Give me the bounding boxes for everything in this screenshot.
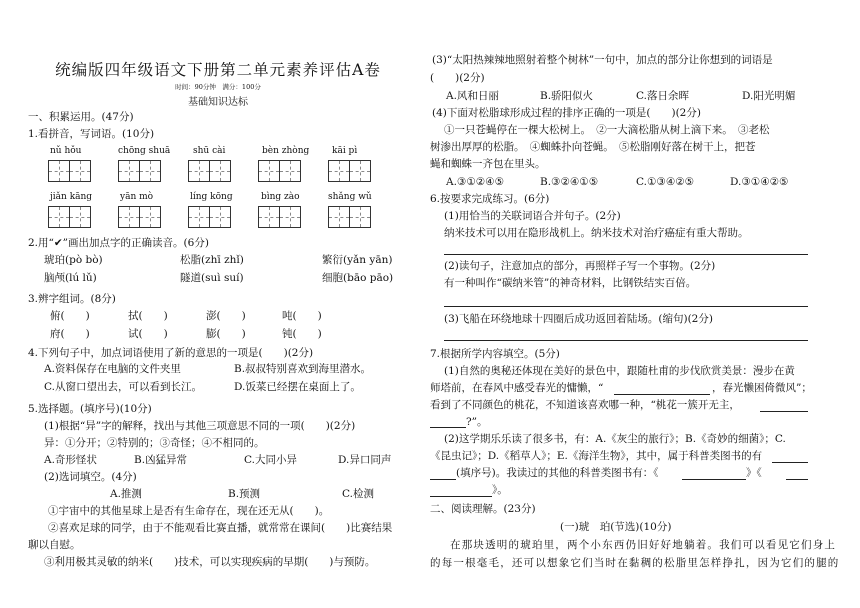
writing-grid[interactable] bbox=[118, 206, 160, 228]
question-5-1: (1)根据“异”字的解释，找出与其他三项意思不同的一项( )(2分) bbox=[44, 420, 356, 432]
question-1: 1.看拼音，写词语。(10分) bbox=[28, 128, 155, 140]
question-7-1-line: ，春光懒困倚微风”； bbox=[712, 382, 812, 394]
word-blank[interactable]: 澎( ) bbox=[206, 310, 246, 322]
question-7-2-line: 》。 bbox=[492, 484, 508, 496]
writing-grid[interactable] bbox=[328, 206, 370, 228]
choice-option[interactable]: A.奇形怪状 bbox=[44, 454, 97, 466]
question-6-3: (3)飞船在环绕地球十四圈后成功返回着陆场。(缩句)(2分) bbox=[444, 313, 713, 325]
answer-line[interactable] bbox=[444, 340, 808, 341]
question-6-2: (2)读句子，注意加点的部分，再照样子写一个事物。(2分) bbox=[444, 260, 716, 272]
question-7-2-line: 》《 bbox=[746, 467, 762, 479]
question-6-2-text: 有一种叫作“碳纳米管”的神奇材料，比钢铁结实百倍。 bbox=[444, 277, 697, 289]
fill-blank[interactable] bbox=[772, 462, 808, 463]
choice-option[interactable]: A.推测 bbox=[110, 488, 142, 500]
question-7-1-line: 师塔前，在春风中感受春光的慵懒，“ bbox=[430, 382, 604, 394]
fill-blank[interactable] bbox=[760, 411, 808, 412]
writing-grid[interactable] bbox=[188, 206, 230, 228]
writing-grid[interactable] bbox=[328, 160, 370, 182]
pinyin: kāi pì bbox=[332, 146, 358, 156]
reading-option[interactable]: 繁衍(yǎn yān) bbox=[322, 254, 393, 266]
choice-option[interactable]: A.风和日丽 bbox=[446, 90, 499, 102]
question-5-2: (2)选词填空。(4分) bbox=[44, 471, 137, 483]
exam-meta: 时间：90分钟 满分：100分 bbox=[175, 83, 261, 91]
pinyin: jiǎn kāng bbox=[50, 192, 93, 202]
answer-line[interactable] bbox=[444, 306, 808, 307]
writing-grid[interactable] bbox=[258, 206, 300, 228]
pinyin: shǎng wǔ bbox=[328, 192, 372, 202]
choice-option[interactable]: B.叔叔特别喜欢到海里潜水。 bbox=[234, 363, 372, 375]
pinyin: chōng shuā bbox=[118, 146, 171, 156]
writing-grid[interactable] bbox=[258, 160, 300, 182]
question-2: 2.用“✔”画出加点字的正确读音。(6分) bbox=[28, 237, 209, 249]
passage-title: (一)琥 珀(节选)(10分) bbox=[560, 521, 672, 533]
word-blank[interactable]: 试( ) bbox=[128, 328, 168, 340]
word-blank[interactable]: 府( ) bbox=[50, 328, 90, 340]
pinyin: yān mò bbox=[120, 192, 154, 202]
question-5-1-explain: 异：①分开；②特别的；③奇怪；④不相同的。 bbox=[44, 437, 265, 449]
writing-grid[interactable] bbox=[188, 160, 230, 182]
writing-grid[interactable] bbox=[118, 160, 160, 182]
writing-grid[interactable] bbox=[48, 160, 90, 182]
fill-blank[interactable] bbox=[786, 479, 808, 480]
answer-line[interactable] bbox=[444, 254, 808, 255]
pinyin: líng kōng bbox=[190, 192, 233, 202]
fill-blank[interactable] bbox=[430, 496, 492, 497]
choice-option[interactable]: A.资料保存在电脑的文件夹里 bbox=[44, 363, 181, 375]
choice-option[interactable]: C.①③④②⑤ bbox=[636, 176, 695, 188]
question-5-4-line: ①一只苍蝇停在一棵大松树上。 ②一大滴松脂从树上滴下来。 ③老松 bbox=[444, 124, 770, 136]
choice-option[interactable]: B.③②④①⑤ bbox=[540, 176, 599, 188]
choice-option[interactable]: D.异口同声 bbox=[338, 454, 392, 466]
passage-text: 的每一根毫毛，还可以想象它们当时在黏稠的松脂里怎样挣扎，因为它们的腿的 bbox=[430, 557, 840, 569]
question-6-1: (1)用恰当的关联词语合并句子。(2分) bbox=[444, 210, 621, 222]
question-5-2-b-cont: 聊以自慰。 bbox=[28, 539, 81, 551]
choice-option[interactable]: B.预测 bbox=[228, 488, 261, 500]
question-7-1-line: (1)自然的奥秘还体现在美好的景色中，跟随杜甫的步伐欣赏美景：漫步在黄 bbox=[444, 365, 795, 377]
question-6: 6.按要求完成练习。(6分) bbox=[430, 193, 550, 205]
exam-title: 统编版四年级语文下册第二单元素养评估A卷 bbox=[55, 61, 381, 79]
question-5-2-a: ①宇宙中的其他星球上是否有生命存在，现在还无从( )。 bbox=[48, 505, 330, 517]
question-4: 4.下列句子中，加点词语使用了新的意思的一项是( )(2分) bbox=[28, 347, 314, 359]
question-3: 3.辨字组词。(8分) bbox=[28, 293, 116, 305]
question-5: 5.选择题。(填序号)(10分) bbox=[28, 403, 152, 415]
reading-option[interactable]: 脑颅(lú lǔ) bbox=[44, 272, 97, 284]
choice-option[interactable]: C.从窗口望出去，可以看到长江。 bbox=[44, 381, 202, 393]
section-1-heading: 一、积累运用。(47分) bbox=[28, 111, 134, 123]
question-5-4-line: 蝇和蜘蛛一齐包在里头。 bbox=[430, 158, 546, 170]
choice-option[interactable]: B.凶猛异常 bbox=[134, 454, 188, 466]
question-7-2-line: (2)这学期乐乐读了很多书，有：A.《灰尘的旅行》；B.《奇妙的细菌》；C. bbox=[444, 433, 786, 445]
choice-option[interactable]: D.饭菜已经摆在桌面上了。 bbox=[234, 381, 361, 393]
pinyin: shū cài bbox=[193, 146, 226, 156]
choice-option[interactable]: C.检测 bbox=[342, 488, 374, 500]
choice-option[interactable]: C.大同小异 bbox=[244, 454, 297, 466]
question-5-2-b: ②喜欢足球的同学，由于不能观看比赛直播，就常常在课间( )比赛结果 bbox=[48, 522, 393, 534]
word-blank[interactable]: 钝( ) bbox=[282, 328, 322, 340]
choice-option[interactable]: C.落日余晖 bbox=[636, 90, 689, 102]
question-7-1-line: ?”。 bbox=[466, 416, 488, 428]
question-7-2-line: 《昆虫记》；D.《稻草人》；E.《海洋生物》，其中，属于科普类图书的有 bbox=[430, 450, 763, 462]
question-5-3-cont: ( )(2分) bbox=[430, 72, 485, 84]
reading-option[interactable]: 隧道(suì suí) bbox=[180, 272, 244, 284]
question-5-3: (3)“太阳热辣辣地照射着整个树林”一句中，加点的部分让你想到的词语是 bbox=[432, 54, 773, 66]
choice-option[interactable]: D.阳光明媚 bbox=[742, 90, 796, 102]
reading-option[interactable]: 琥珀(pò bò) bbox=[44, 254, 103, 266]
section-2-heading: 二、阅读理解。(23分) bbox=[430, 503, 536, 515]
fill-blank[interactable] bbox=[430, 479, 456, 480]
exam-subtitle: 基础知识达标 bbox=[188, 97, 248, 108]
question-7-1-line: 看到了不同颜色的桃花，不知道该喜欢哪一种，“桃花一簇开无主， bbox=[430, 399, 740, 411]
question-6-1-text: 纳米技术可以用在隐形战机上。纳米技术对治疗癌症有重大帮助。 bbox=[444, 227, 749, 239]
word-blank[interactable]: 拭( ) bbox=[128, 310, 168, 322]
word-blank[interactable]: 膨( ) bbox=[206, 328, 246, 340]
pinyin: nǔ hǒu bbox=[50, 146, 82, 156]
pinyin: bèn zhòng bbox=[262, 146, 310, 156]
question-7-2-line: (填序号)。我读过的其他的科普类图书有：《 bbox=[456, 467, 659, 479]
choice-option[interactable]: A.③①②④⑤ bbox=[446, 176, 504, 188]
question-5-4: (4)下面对松脂球形成过程的排序正确的一项是( )(2分) bbox=[432, 107, 701, 119]
writing-grid[interactable] bbox=[48, 206, 90, 228]
word-blank[interactable]: 吨( ) bbox=[282, 310, 322, 322]
question-5-2-c: ③利用极其灵敏的纳米( )技术，可以实现疾病的早期( )与预防。 bbox=[44, 556, 376, 568]
question-7: 7.根据所学内容填空。(5分) bbox=[430, 348, 560, 360]
reading-option[interactable]: 细胞(bāo pāo) bbox=[322, 272, 394, 284]
pinyin: bìng zào bbox=[261, 192, 300, 202]
question-5-4-line: 树渗出厚厚的松脂。 ④蜘蛛扑向苍蝇。 ⑤松脂刚好落在树干上，把苍 bbox=[430, 141, 756, 153]
fill-blank[interactable] bbox=[614, 394, 710, 395]
fill-blank[interactable] bbox=[430, 427, 466, 428]
choice-option[interactable]: B.骄阳似火 bbox=[540, 90, 594, 102]
passage-text: 在那块透明的琥珀里，两个小东西仍旧好好地躺着。我们可以看见它们身上 bbox=[450, 539, 837, 551]
fill-blank[interactable] bbox=[682, 479, 746, 480]
choice-option[interactable]: D.③①④②⑤ bbox=[730, 176, 789, 188]
reading-option[interactable]: 松脂(zhī zhǐ) bbox=[180, 254, 244, 266]
word-blank[interactable]: 俯( ) bbox=[50, 310, 90, 322]
